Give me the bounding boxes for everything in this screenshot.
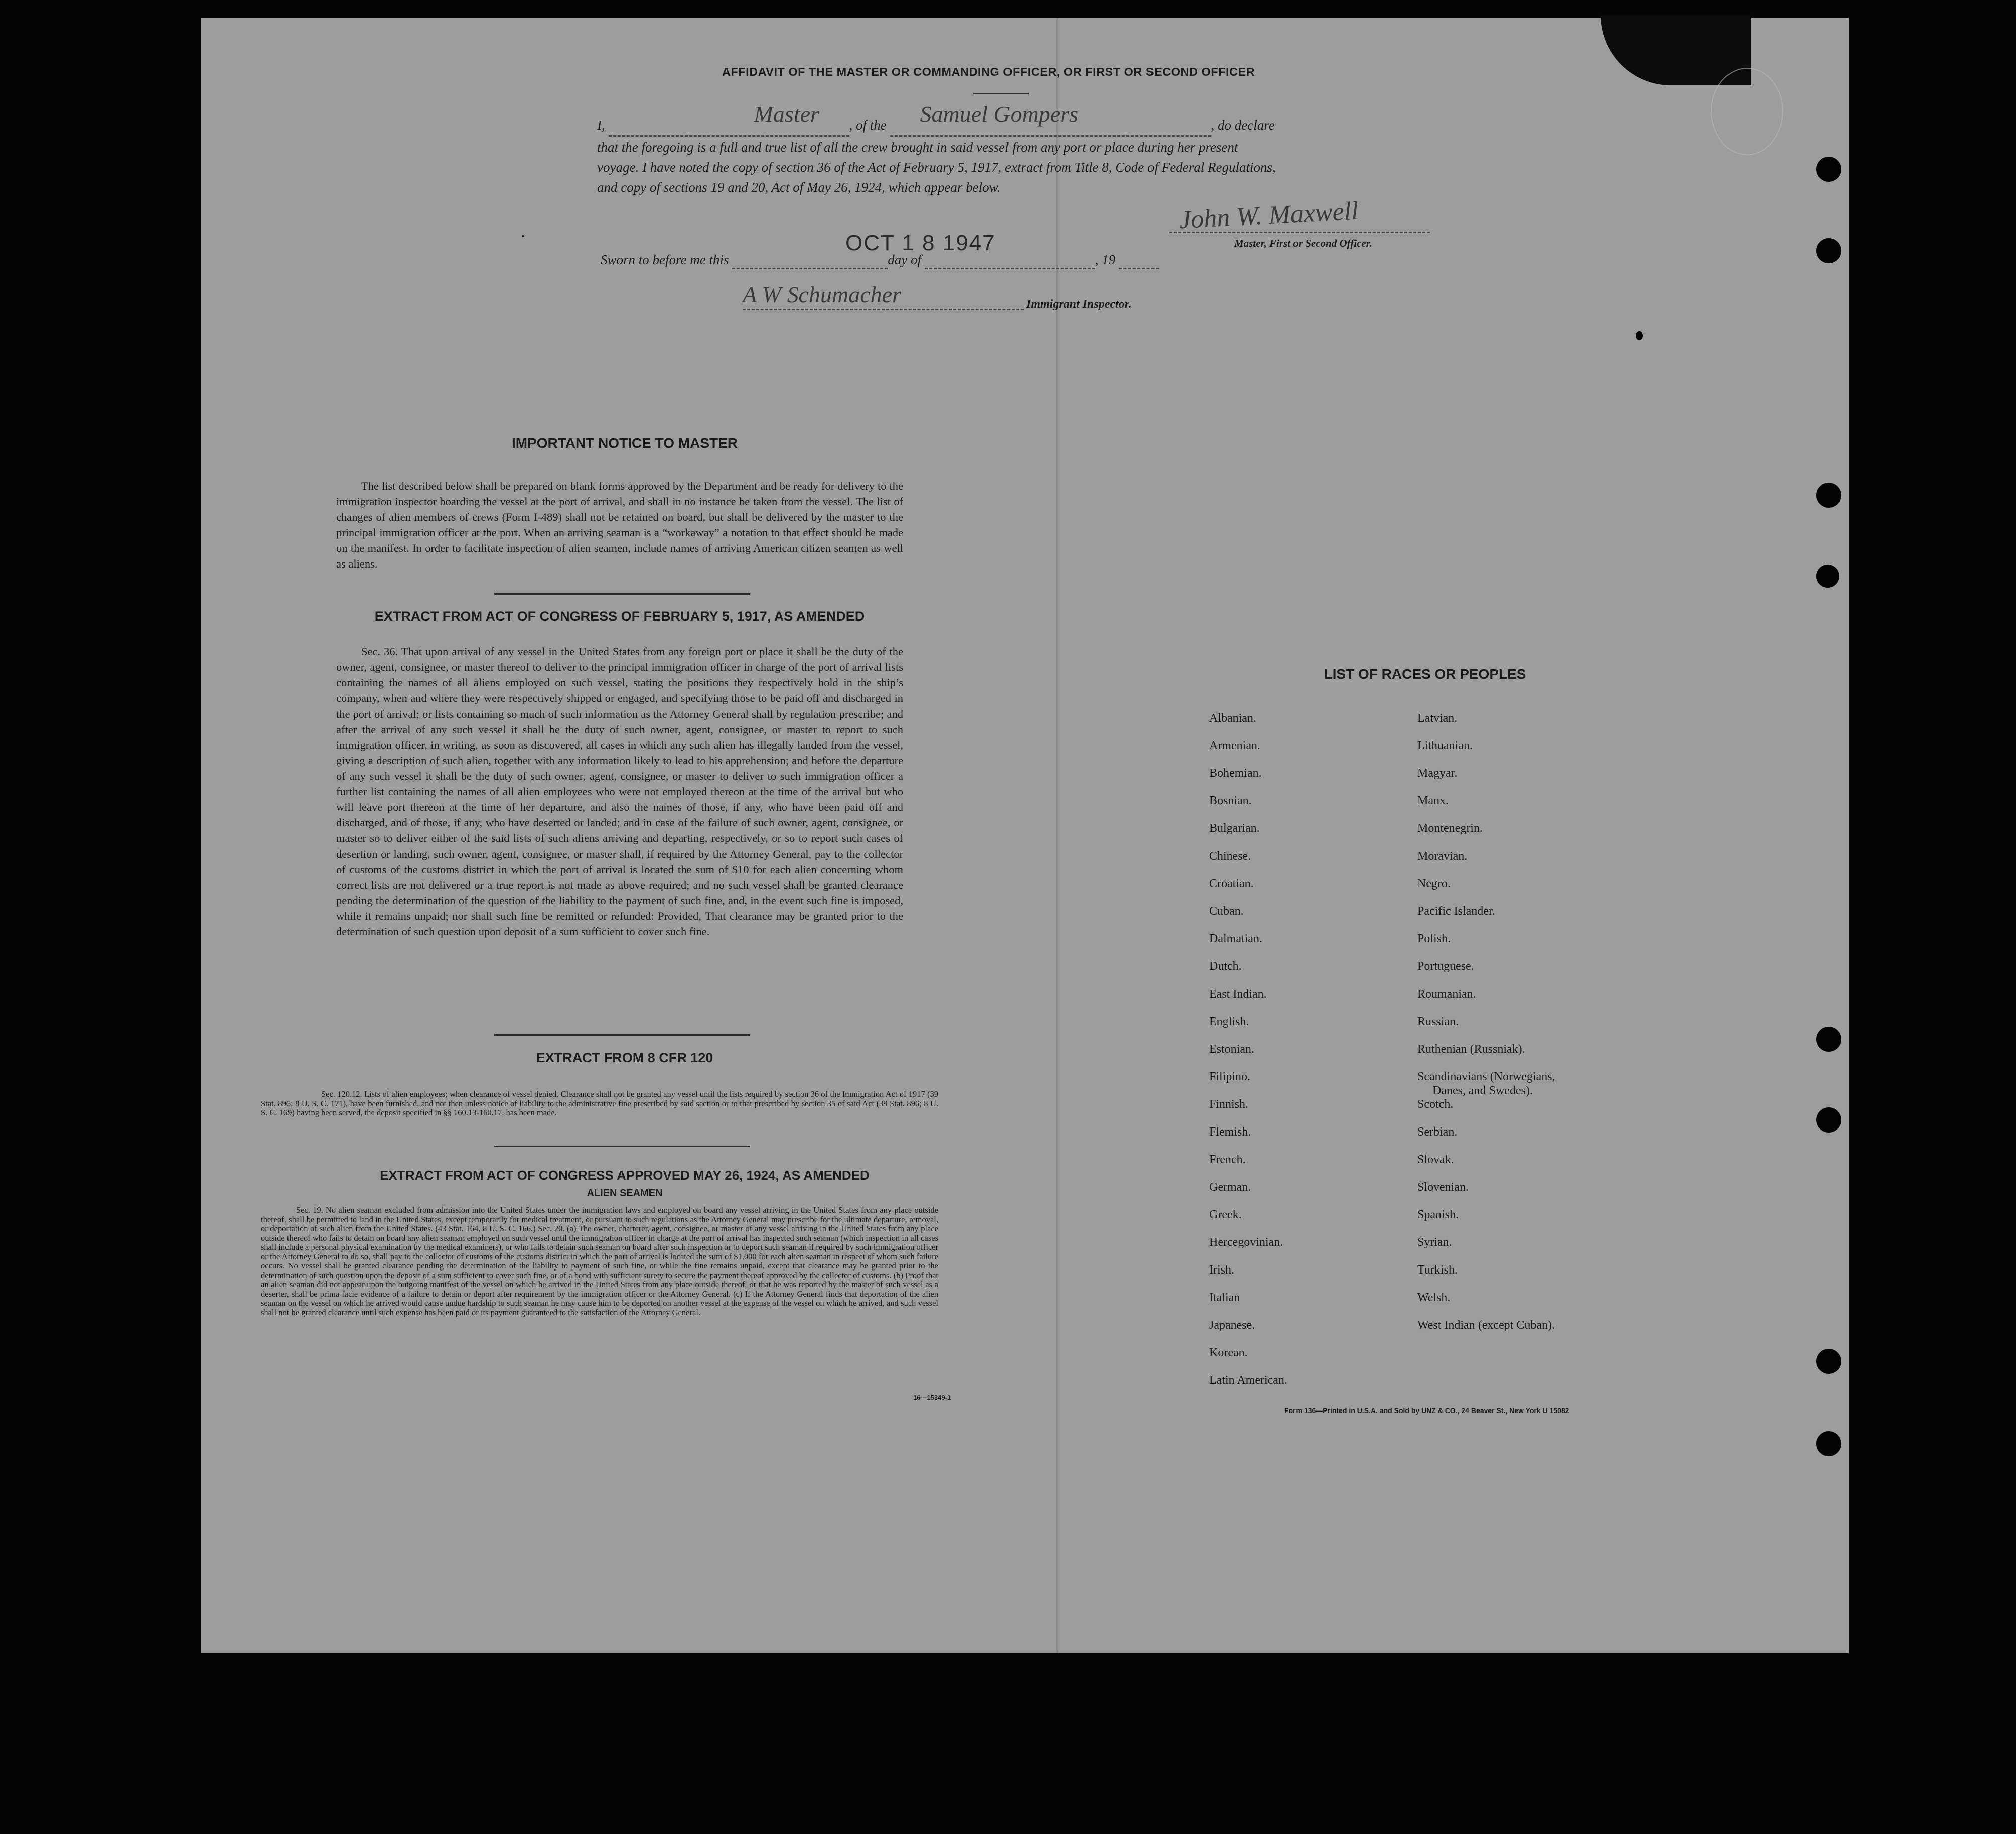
declare-label: , do declare	[1211, 118, 1275, 133]
race-item: Chinese.	[1209, 850, 1251, 863]
notice-body: The list described below shall be prepared on blank forms approved by the Department and be ready for delivery to the immigration inspector boarding the vessel at the port of arrival, and shall in no instance be taken from the vessel. The list of changes of alien members of crews (Form I-489) shall not be retained on board, but shall be delivered by the master to the principal immigration officer at the port. When an arriving seaman is a “workaway” a notation to that effect should be made on the manifest. In order to facilitate inspection of alien seamen, include names of arriving American citizen seamen as well as aliens.	[336, 480, 903, 570]
sworn-line: •	[522, 232, 524, 240]
race-item: Slovenian.	[1417, 1181, 1469, 1194]
day-field	[732, 252, 888, 269]
punch-hole	[1816, 1431, 1841, 1456]
race-item: Polish.	[1417, 932, 1451, 945]
race-item: Bohemian.	[1209, 767, 1262, 780]
race-item: Roumanian.	[1417, 987, 1476, 1001]
race-item: West Indian (except Cuban).	[1417, 1319, 1555, 1332]
affidavit-line-3: voyage. I have noted the copy of section 36 of the Act of February 5, 1917, extract from Title 8, Code of Federal Regulations,	[597, 160, 1276, 175]
punch-hole	[1816, 157, 1841, 182]
race-item: Portuguese.	[1417, 960, 1474, 973]
document-page	[201, 18, 1849, 1653]
title-rule	[973, 93, 1029, 94]
race-item: Russian.	[1417, 1015, 1459, 1028]
race-item: Bosnian.	[1209, 794, 1252, 807]
ink-blot	[1636, 331, 1643, 340]
punch-hole	[1816, 238, 1841, 263]
extract-1924-body: Sec. 19. No alien seaman excluded from admission into the United States under the immigration laws and employed on board any vessel arriving in the United States from any place outside thereof, shall be permitted to land in the United States, except temporarily for medical treatment, or pursuant to such regulations as the Attorney General may prescribe for the ultimate departure, removal, or deportation of such alien from the United States. (43 Stat. 164, 8 U. S. C. 166.) Sec. 20. (a) The owner, charterer, agent, consignee, or master of any vessel arriving in the United States from any place outside thereof who fails to detain on board any alien seaman employed on such vessel until the immigration officer in charge at the port of arrival has inspected such seaman (which inspection in all cases shall include a personal physical examination by the medical examiners), or who fails to detain such seaman on board after such inspection or to deport such seaman if required by such immigration officer or the Attorney General to do so, shall pay to the collector of customs of the customs district in which the port of arrival is located the sum of $1,000 for each alien seaman in respect of whom such failure occurs. No vessel shall be granted clearance pending the determination of the liability to payment of such fine, or while the fine remains unpaid, except that clearance may be granted prior to the determination of such question upon the deposit of a sum sufficient to cover such fine, or of a bond with sufficient surety to secure the payment thereof approved by the collector of customs. (b) Proof that an alien seaman did not appear upon the outgoing manifest of the vessel on which he arrived in the United States from any place outside thereof, or that he was reported by the master of such vessel as a deserter, shall be prima facie evidence of a failure to detain or deport after requirement by the immigration officer or the Attorney General. (c) If the Attorney General finds that deportation of the alien seaman on the vessel on which he arrived would cause undue hardship to such seaman he may cause him to be deported on another vessel at the expense of the vessel on which he arrived, and such vessel shall not be granted clearance until such expense has been paid or its payment guaranteed to the satisfaction of the Attorney General.	[261, 1205, 938, 1317]
race-item: Flemish.	[1209, 1125, 1251, 1139]
rank-field	[609, 101, 849, 137]
affidavit-line-2: that the foregoing is a full and true list of all the crew brought in said vessel from any port or place during her present	[597, 139, 1238, 155]
race-item: Bulgarian.	[1209, 822, 1260, 835]
master-caption: Master, First or Second Officer.	[1234, 237, 1372, 249]
punch-hole	[1816, 1027, 1841, 1052]
race-item: Korean.	[1209, 1346, 1248, 1359]
extract-1917-title: EXTRACT FROM ACT OF CONGRESS OF FEBRUARY 5, 1917, AS AMENDED	[374, 609, 865, 624]
races-footer: Form 136—Printed in U.S.A. and Sold by UNZ & CO., 24 Beaver St., New York U 15082	[1284, 1406, 1569, 1415]
extract-1917-body: Sec. 36. That upon arrival of any vessel in the United States from any foreign port or place it shall be the duty of the owner, agent, consignee, or master thereof to deliver to the principal immigration officer in charge of the port of arrival lists containing the names of all aliens employed on such vessel, stating the positions they respectively hold in the ship’s company, when and where they were respectively shipped or engaged, and specifying those to be paid off and discharged in the port of arrival; or lists containing so much of such information as the Attorney General shall by regulation prescribe; and after the arrival of any such vessel it shall be the duty of such owner, agent, consignee, or master to report to such immigration officer, in writing, as soon as discovered, all cases in which any such alien has illegally landed from the vessel, giving a description of such alien, together with any information likely to lead to his apprehension; and before the departure of any such vessel it shall be the duty of such owner, agent, consignee, or master to deliver to such immigration officer a further list containing the names of all alien employees who were not employed thereon at the time of the arrival but who will leave port thereon at the time of her departure, and also the names of those, if any, who have been paid off and discharged, and of those, if any, who have deserted or landed; and in case of the failure of such owner, agent, consignee, or master so to deliver either of the said lists of such aliens arriving and departing, respectively, or so to report such cases of desertion or landing, such owner, agent, consignee, or master shall, if required by the Attorney General, pay to the collector of customs of the customs district in which the port of arrival is located the sum of $10 for each alien concerning whom correct lists are not delivered or a true report is not made as above required; and no such vessel shall be granted clearance pending the determination of the question of the liability to the payment of such fine, and, in the event such fine is imposed, while it remains unpaid; nor shall such fine be remitted or refunded: Provided, That clearance may be granted prior to the determination of such question upon deposit of a sum sufficient to cover such fine.	[336, 645, 903, 938]
form-number: 16—15349-1	[913, 1394, 951, 1401]
sworn-label: Sworn to before me this	[601, 252, 729, 267]
extract-cfr-body: Sec. 120.12. Lists of alien employees; when clearance of vessel denied. Clearance shall not be granted any vessel until the lists required by section 36 of the Immigration Act of 1917 (39 Stat. 896; 8 U. S. C. 171), have been furnished, and not then unless notice of liability to the administrative fine prescribed by said section or to that prescribed by section 35 of said Act (39 Stat. 896; 8 U. S. C. 169) having been served, the deposit specified in §§ 160.13-160.17, has been made.	[261, 1089, 938, 1117]
race-item: Slovak.	[1417, 1153, 1454, 1166]
vessel-handwriting: Samuel Gompers	[920, 101, 1079, 127]
extract-cfr-title: EXTRACT FROM 8 CFR 120	[536, 1050, 713, 1065]
race-item: Scotch.	[1417, 1098, 1454, 1111]
race-item: Pacific Islander.	[1417, 905, 1495, 918]
race-item: French.	[1209, 1153, 1246, 1166]
race-item: Albanian.	[1209, 712, 1256, 725]
rank-handwriting: Master	[754, 101, 819, 127]
race-item: Danes, and Swedes).	[1432, 1084, 1533, 1097]
date-stamp: OCT 1 8 1947	[845, 231, 996, 255]
affidavit-line-4: and copy of sections 19 and 20, Act of May 26, 1924, which appear below.	[597, 180, 1001, 195]
race-item: German.	[1209, 1181, 1251, 1194]
punch-hole	[1816, 1107, 1841, 1133]
race-item: Japanese.	[1209, 1319, 1255, 1332]
race-item: Hercegovinian.	[1209, 1236, 1283, 1249]
race-item: Dalmatian.	[1209, 932, 1262, 945]
race-item: Finnish.	[1209, 1098, 1249, 1111]
race-item: Scandinavians (Norwegians,	[1417, 1070, 1555, 1083]
race-item: Italian	[1209, 1291, 1240, 1304]
race-item: Magyar.	[1417, 767, 1458, 780]
affidavit-body	[597, 101, 1701, 197]
race-item: Filipino.	[1209, 1070, 1251, 1083]
race-item: Latin American.	[1209, 1374, 1287, 1387]
race-item: East Indian.	[1209, 987, 1267, 1001]
day-label: day of	[888, 252, 921, 267]
master-signature: John W. Maxwell	[1178, 196, 1359, 235]
inspector-caption: Immigrant Inspector.	[1026, 298, 1132, 311]
punch-hole	[1816, 565, 1839, 588]
extract-cfr-rule	[494, 1146, 750, 1147]
race-item: Armenian.	[1209, 739, 1260, 752]
race-item: Irish.	[1209, 1263, 1234, 1277]
race-item: Croatian.	[1209, 877, 1254, 890]
year-field	[1119, 252, 1159, 269]
race-item: Moravian.	[1417, 850, 1468, 863]
race-item: Syrian.	[1417, 1236, 1452, 1249]
race-item: Negro.	[1417, 877, 1451, 890]
race-item: Latvian.	[1417, 712, 1458, 725]
notice-rule	[494, 593, 750, 595]
sworn-text	[601, 252, 1159, 269]
extract-1924-subtitle: ALIEN SEAMEN	[587, 1188, 663, 1199]
race-item: Ruthenian (Russniak).	[1417, 1043, 1525, 1056]
vessel-field	[890, 101, 1211, 137]
race-item: Spanish.	[1417, 1208, 1459, 1221]
punch-hole	[1816, 483, 1841, 508]
race-item: Welsh.	[1417, 1291, 1451, 1304]
embossed-stamp	[1711, 68, 1783, 155]
extract-1924-title: EXTRACT FROM ACT OF CONGRESS APPROVED MAY 26, 1924, AS AMENDED	[380, 1168, 870, 1183]
races-title: LIST OF RACES OR PEOPLES	[1324, 666, 1526, 682]
affidavit-title: AFFIDAVIT OF THE MASTER OR COMMANDING OFFICER, OR FIRST OR SECOND OFFICER	[722, 65, 1255, 78]
race-item: English.	[1209, 1015, 1249, 1028]
notice-title: IMPORTANT NOTICE TO MASTER	[511, 435, 738, 451]
of-the-label: , of the	[849, 118, 887, 133]
race-item: Turkish.	[1417, 1263, 1458, 1277]
year-label: , 19	[1095, 252, 1116, 267]
race-item: Cuban.	[1209, 905, 1244, 918]
affidavit-line-1	[597, 101, 1701, 137]
race-item: Dutch.	[1209, 960, 1242, 973]
i-label: I,	[597, 118, 605, 133]
month-field	[925, 252, 1095, 269]
race-item: Serbian.	[1417, 1125, 1458, 1139]
punch-hole	[1816, 1349, 1841, 1374]
inspector-signature-line	[743, 309, 1024, 310]
inspector-signature: A W Schumacher	[743, 281, 901, 307]
race-item: Montenegrin.	[1417, 822, 1483, 835]
race-item: Lithuanian.	[1417, 739, 1473, 752]
race-item: Manx.	[1417, 794, 1449, 807]
extract-1917-rule	[494, 1034, 750, 1036]
race-item: Estonian.	[1209, 1043, 1254, 1056]
race-item: Greek.	[1209, 1208, 1242, 1221]
